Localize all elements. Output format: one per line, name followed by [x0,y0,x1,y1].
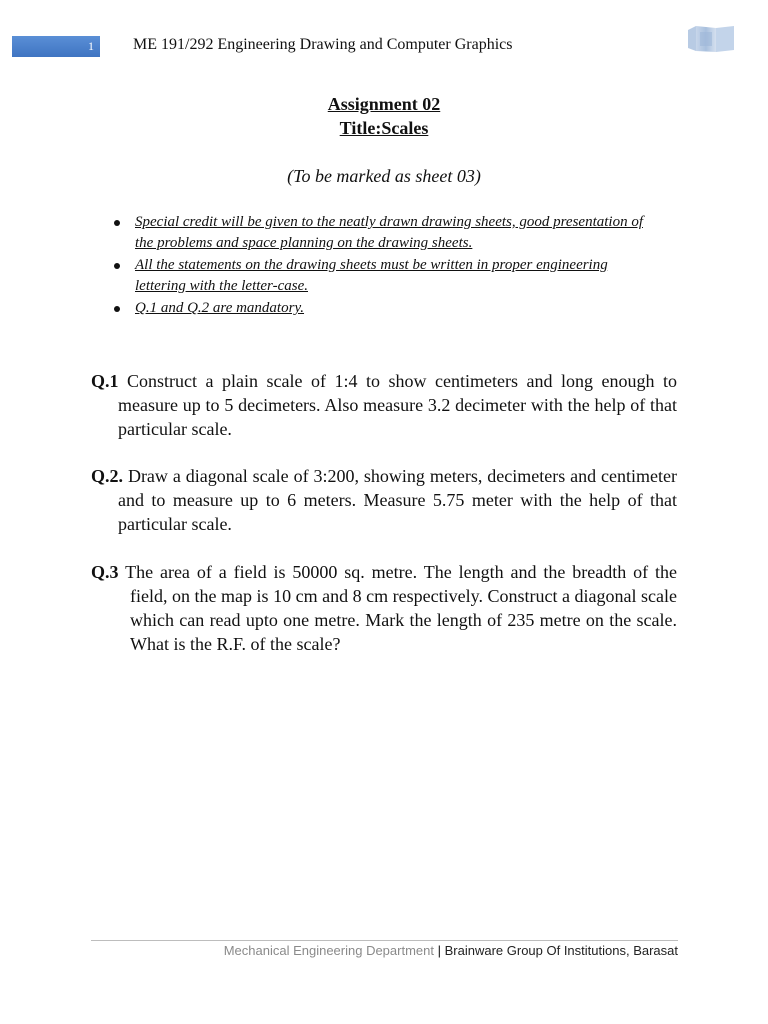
question-3 [91,560,677,656]
question-label: Q.2. [91,466,124,486]
question-text: Draw a diagonal scale of 3:200, showing meters, decimeters and centimeter and to measure up to 6 meters. Measure 5.75 meter with the help of that particular scale. [118,466,677,534]
question-label: Q.1 [91,371,119,391]
footer-department: Mechanical Engineering Department [223,943,434,958]
list-item [112,255,652,297]
institution-logo-icon [686,24,736,59]
list-item [112,212,652,254]
question-2 [91,464,677,536]
question-text: Construct a plain scale of 1:4 to show centimeters and long enough to measure up to 5 decimeters. Also measure 3.2 decimeter with the help of that particular scale. [118,371,677,439]
assignment-title: Title:Scales [339,118,429,138]
assignment-heading: Assignment 02 [327,94,441,114]
note-text: Q.1 and Q.2 are mandatory. [135,300,305,316]
course-title: ME 191/292 Engineering Drawing and Computer Graphics [133,36,513,53]
footer-divider [91,940,678,941]
notes-list [112,212,652,320]
bullet-icon [114,263,120,269]
footer-institution: Brainware Group Of Institutions, Barasat [444,943,678,958]
note-text: Special credit will be given to the neatly drawn drawing sheets, good presentation of the problems and space planning on the drawing sheets. [135,214,643,251]
page-number: 1 [88,39,94,53]
question-label: Q.3 [91,562,119,582]
footer [91,943,678,958]
footer-separator: | [434,943,445,958]
note-text: All the statements on the drawing sheets must be written in proper engineering lettering with the letter-case. [135,257,608,294]
assignment-subtitle: (To be marked as sheet 03) [287,166,481,186]
page-number-bar [12,36,100,57]
question-text: The area of a field is 50000 sq. metre. The length and the breadth of the field, on the map is 10 cm and 8 cm respectively. Construct a diagonal scale which can read upto one metre. Mark the length of 235 metre on the scale. What is the R.F. of the scale? [118,562,677,654]
bullet-icon [114,220,120,226]
list-item [112,298,652,319]
question-1 [91,369,677,441]
bullet-icon [114,306,120,312]
